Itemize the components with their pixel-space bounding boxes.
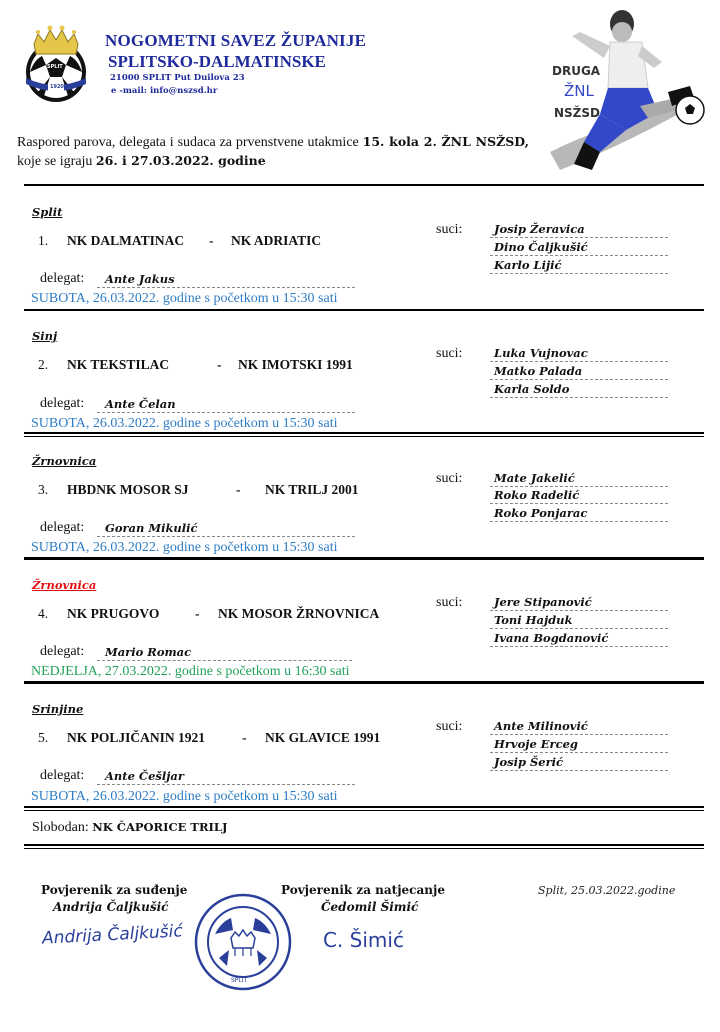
vs-dash: -: [209, 233, 214, 248]
referee-line: [490, 397, 668, 398]
intro-dates: 26. i 27.03.2022. godine: [95, 153, 266, 168]
match-number: 1.: [38, 233, 49, 248]
league-logo-line1: DRUGA: [552, 64, 601, 78]
referees-label: suci:: [436, 595, 463, 610]
referee-line: [490, 361, 668, 362]
delegate-name: Ante Čelan: [105, 397, 176, 411]
delegate-line: [97, 660, 352, 661]
stamp-bottom-text: SPLIT: [231, 977, 248, 984]
referee: Hrvoje Erceg: [494, 737, 578, 751]
referee: Luka Vujnovac: [494, 346, 588, 360]
free-team-row: [32, 820, 227, 836]
referee-commissioner-title: Povjerenik za suđenje: [41, 883, 188, 897]
divider: [24, 681, 704, 684]
match-number: 5.: [38, 730, 49, 745]
match-date: SUBOTA, 26.03.2022. godine s početkom u 15:30 sati: [31, 789, 338, 804]
divider: [24, 309, 704, 311]
match-date: NEDJELJA, 27.03.2022. godine s početkom u 16:30 sati: [31, 664, 350, 679]
match-date: SUBOTA, 26.03.2022. godine s početkom u 15:30 sati: [31, 416, 338, 431]
divider: [24, 184, 704, 186]
divider: [24, 806, 704, 811]
referee: Ivana Bogdanović: [494, 631, 609, 645]
referee: Dino Čaljkušić: [494, 240, 588, 254]
referee: Josip Žeravica: [494, 222, 585, 236]
delegate-label: delegat:: [40, 271, 85, 286]
home-team: HBDNK MOSOR SJ: [67, 482, 189, 497]
referee-line: [490, 646, 668, 647]
delegate-name: Goran Mikulić: [105, 521, 198, 535]
association-logo: [20, 20, 92, 104]
delegate-line: [97, 287, 355, 288]
delegate-label: delegat:: [40, 644, 85, 659]
delegate-label: delegat:: [40, 520, 85, 535]
league-logo-line3: NSŽSD: [554, 106, 600, 120]
referee-line: [490, 610, 668, 611]
referee: Ante Milinović: [494, 719, 588, 733]
intro-round: 15. kola 2. ŽNL NSŽSD,: [362, 134, 529, 149]
match-number: 4.: [38, 606, 49, 621]
match-venue: Split: [32, 205, 63, 219]
delegate-line: [97, 412, 355, 413]
vs-dash: -: [195, 606, 200, 621]
match-number: 2.: [38, 357, 49, 372]
referee: Karla Soldo: [494, 382, 570, 396]
away-team: NK GLAVICE 1991: [265, 730, 381, 745]
delegate-label: delegat:: [40, 396, 85, 411]
home-team: NK POLJIČANIN 1921: [67, 730, 206, 745]
referee: Roko Ponjarac: [494, 506, 588, 520]
away-team: NK ADRIATIC: [231, 233, 322, 248]
delegate-name: Ante Češljar: [105, 769, 184, 783]
divider: [24, 844, 704, 849]
referees-label: suci:: [436, 346, 463, 361]
association-stamp: [193, 892, 293, 992]
referees-label: suci:: [436, 471, 463, 486]
referee-line: [490, 237, 668, 238]
vs-dash: -: [217, 357, 222, 372]
org-address: 21000 SPLIT Put Duilova 23: [110, 73, 245, 83]
delegate-label: delegat:: [40, 768, 85, 783]
away-team: NK IMOTSKI 1991: [238, 357, 353, 372]
referee-line: [490, 255, 668, 256]
league-logo-line2: ŽNL: [564, 82, 594, 100]
vs-dash: -: [236, 482, 241, 497]
match-venue: Žrnovnica: [32, 578, 97, 592]
match-venue: Sinj: [32, 329, 58, 343]
free-team-name: NK ČAPORICE TRILJ: [92, 820, 228, 834]
logo-city-text: SPLIT: [47, 64, 63, 70]
match-venue: Srinjine: [32, 702, 84, 716]
referee-line: [490, 628, 668, 629]
delegate-name: Ante Jakus: [105, 272, 175, 286]
delegate-line: [97, 784, 355, 785]
referee-commissioner-name: Andrija Čaljkušić: [53, 900, 169, 914]
referee: Karlo Lijić: [494, 258, 562, 272]
match-date: SUBOTA, 26.03.2022. godine s početkom u 15:30 sati: [31, 540, 338, 555]
referee: Mate Jakelić: [494, 471, 575, 485]
referee: Josip Šerić: [494, 755, 564, 769]
org-name-line2: SPLITSKO-DALMATINSKE: [108, 52, 326, 71]
referee: Jere Stipanović: [494, 595, 592, 609]
home-team: NK TEKSTILAC: [67, 357, 170, 372]
referee-line: [490, 734, 668, 735]
referee-commissioner-signature: Andrija Čaljkušić: [41, 921, 184, 949]
match-venue: Žrnovnica: [32, 454, 97, 468]
divider: [24, 557, 704, 560]
referees-label: suci:: [436, 222, 463, 237]
referee-line: [490, 503, 668, 504]
competition-commissioner-title: Povjerenik za natjecanje: [281, 883, 445, 897]
intro-text-b: koje se igraju: [17, 154, 96, 169]
referee-line: [490, 273, 668, 274]
referee-line: [490, 486, 668, 487]
free-team-label: Slobodan:: [32, 820, 93, 835]
match-number: 3.: [38, 482, 49, 497]
delegate-line: [97, 536, 355, 537]
place-and-date: Split, 25.03.2022.godine: [538, 884, 676, 897]
referee: Roko Radelić: [494, 488, 580, 502]
competition-commissioner-name: Čedomil Šimić: [321, 900, 419, 914]
referee: Toni Hajduk: [494, 613, 573, 627]
delegate-name: Mario Romac: [105, 645, 192, 659]
referee-line: [490, 521, 668, 522]
away-team: NK MOSOR ŽRNOVNICA: [218, 606, 380, 621]
referee-line: [490, 379, 668, 380]
referee-line: [490, 770, 668, 771]
org-email: e -mail: info@nszsd.hr: [111, 86, 218, 96]
match-date: SUBOTA, 26.03.2022. godine s početkom u 15:30 sati: [31, 291, 338, 306]
intro-text-a: Raspored parova, delegata i sudaca za prvenstvene utakmice: [17, 135, 363, 150]
referee-line: [490, 752, 668, 753]
league-logo: [530, 2, 710, 182]
competition-commissioner-signature: C. Šimić: [323, 928, 404, 952]
org-name-line1: NOGOMETNI SAVEZ ŽUPANIJE: [105, 31, 367, 50]
home-team: NK DALMATINAC: [67, 233, 185, 248]
referees-label: suci:: [436, 719, 463, 734]
intro-paragraph: [17, 133, 529, 171]
home-team: NK PRUGOVO: [67, 606, 160, 621]
vs-dash: -: [242, 730, 247, 745]
away-team: NK TRILJ 2001: [265, 482, 359, 497]
referee: Matko Palada: [494, 364, 583, 378]
divider: [24, 432, 704, 437]
logo-year-text: 1920: [50, 84, 64, 90]
